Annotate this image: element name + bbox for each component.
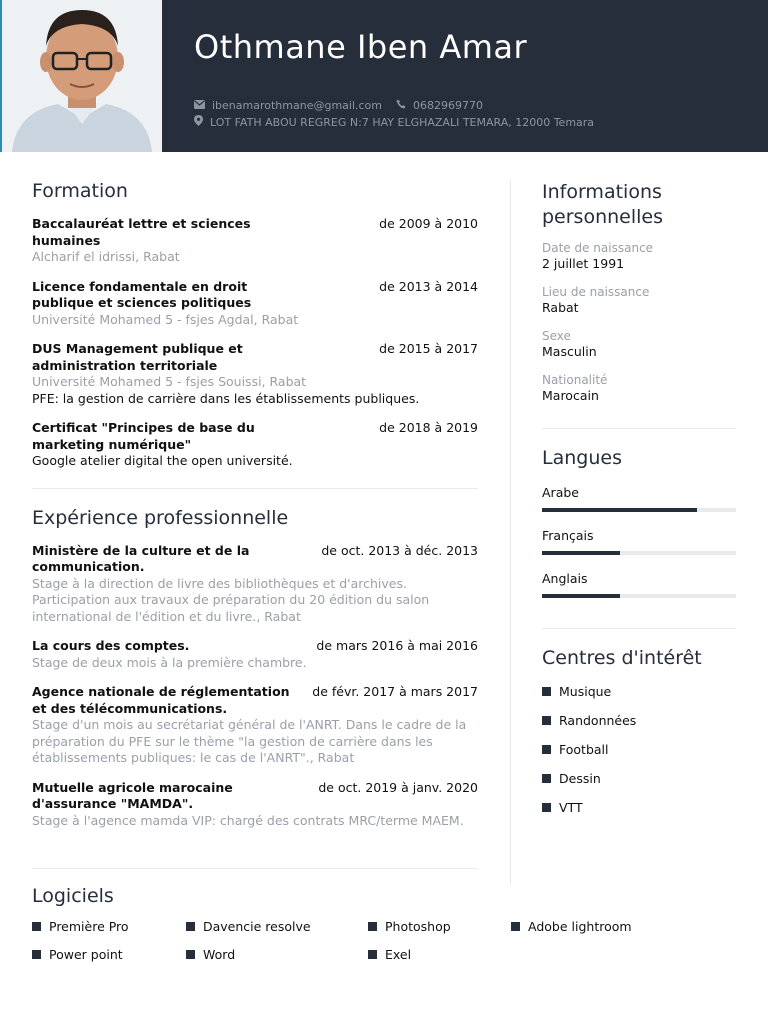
experience-entry-date: de mars 2016 à mai 2016	[316, 638, 478, 653]
interest-label: Randonnées	[559, 713, 637, 728]
software-label: Power point	[49, 947, 123, 962]
formation-entry-title: Baccalauréat lettre et sciences humaines	[32, 216, 251, 248]
interest-item	[542, 706, 736, 735]
candidate-name: Othmane Iben Amar	[194, 28, 528, 66]
formation-entry-school: Université Mohamed 5 - fsjes Souissi, Rabat	[32, 374, 307, 389]
personal-field-value: Masculin	[542, 344, 597, 359]
section-divider	[32, 868, 478, 869]
personal-field-label: Lieu de naissance	[542, 285, 650, 299]
location-pin-icon	[194, 115, 203, 129]
personal-field-label: Sexe	[542, 329, 571, 343]
software-section	[32, 880, 752, 962]
experience-title: Expérience professionnelle	[32, 506, 289, 529]
phone-text[interactable]: 0682969770	[413, 99, 484, 112]
header	[162, 0, 768, 152]
language-level-bar	[542, 508, 736, 512]
formation-entry-title: DUS Management publique et administration territoriale	[32, 341, 243, 373]
formation-entry-title: Licence fondamentale en droit publique et sciences politiques	[32, 278, 252, 310]
software-item	[511, 919, 711, 934]
formation-entry	[32, 420, 478, 470]
phone-icon	[396, 99, 406, 112]
interest-label: Dessin	[559, 771, 601, 786]
languages-title: Langues	[542, 447, 622, 469]
personal-field	[542, 240, 736, 272]
software-label: Davencie resolve	[203, 919, 311, 934]
language-level-bar	[542, 551, 736, 555]
square-bullet-icon	[186, 922, 195, 931]
formation-entry	[32, 341, 478, 407]
personal-info-title: Informations personnelles	[542, 181, 664, 228]
address-text: LOT FATH ABOU REGREG N:7 HAY ELGHAZALI TEMARA, 12000 Temara	[210, 115, 595, 129]
experience-entry	[32, 543, 478, 626]
experience-entry	[32, 684, 478, 767]
formation-entry-date: de 2018 à 2019	[379, 420, 478, 435]
language-level-fill	[542, 594, 620, 598]
software-label: Adobe lightroom	[528, 919, 632, 934]
language-level-bar	[542, 594, 736, 598]
personal-field-label: Date de naissance	[542, 241, 654, 255]
square-bullet-icon	[542, 687, 551, 696]
interest-item	[542, 793, 736, 822]
experience-entry-title: Ministère de la culture et de la communication.	[32, 542, 250, 574]
square-bullet-icon	[542, 803, 551, 812]
experience-entry-description: Stage d'un mois au secrétariat général de l'ANRT. Dans le cadre de la préparation du PFE sur le thème "la gestion de carrière dans les établissements publiques: le cas de l'ANRT"., Rabat	[32, 717, 467, 765]
interest-label: Musique	[559, 684, 612, 699]
square-bullet-icon	[542, 745, 551, 754]
language-item	[542, 528, 736, 555]
profile-portrait	[2, 0, 162, 152]
language-item	[542, 485, 736, 512]
personal-field-label: Nationalité	[542, 373, 608, 387]
side-column	[542, 180, 736, 822]
experience-entry-title: Agence nationale de réglementation et des télécommunications.	[32, 684, 290, 716]
interest-label: Football	[559, 742, 609, 757]
square-bullet-icon	[542, 774, 551, 783]
language-name: Anglais	[542, 571, 588, 586]
interests-title: Centres d'intérêt	[542, 647, 702, 669]
interest-item	[542, 735, 736, 764]
experience-entry-date: de févr. 2017 à mars 2017	[312, 684, 478, 699]
formation-entry-school: Université Mohamed 5 - fsjes Agdal, Rabat	[32, 311, 299, 327]
formation-entry	[32, 216, 478, 266]
formation-entry-date: de 2009 à 2010	[379, 216, 478, 231]
software-label: Exel	[385, 947, 412, 962]
profile-photo	[0, 0, 162, 152]
software-item	[368, 919, 511, 934]
personal-field-value: 2 juillet 1991	[542, 256, 625, 271]
interest-label: VTT	[559, 800, 583, 815]
personal-field	[542, 328, 736, 360]
software-item	[186, 947, 368, 962]
interests-list	[542, 677, 736, 822]
software-label: Première Pro	[49, 919, 129, 934]
square-bullet-icon	[542, 716, 551, 725]
experience-entry-description: Stage de deux mois à la première chambre.	[32, 654, 307, 670]
formation-entry-date: de 2013 à 2014	[379, 278, 478, 294]
column-divider	[510, 180, 511, 885]
formation-title: Formation	[32, 180, 128, 202]
section-divider	[542, 428, 736, 429]
language-name: Arabe	[542, 485, 579, 500]
experience-entry-date: de oct. 2019 à janv. 2020	[318, 779, 478, 795]
personal-field-value: Marocain	[542, 388, 599, 403]
personal-field	[542, 372, 736, 404]
square-bullet-icon	[368, 922, 377, 931]
interest-item	[542, 677, 736, 706]
software-list	[32, 919, 752, 962]
square-bullet-icon	[32, 950, 41, 959]
interest-item	[542, 764, 736, 793]
personal-field	[542, 284, 736, 316]
address-line	[194, 115, 594, 129]
software-item	[32, 919, 186, 934]
experience-entry-title: Mutuelle agricole marocaine d'assurance "MAMDA".	[32, 779, 233, 811]
contact-line	[194, 99, 483, 112]
language-name: Français	[542, 528, 594, 543]
software-item	[32, 947, 186, 962]
square-bullet-icon	[186, 950, 195, 959]
software-label: Photoshop	[385, 919, 451, 934]
personal-field-value: Rabat	[542, 300, 579, 315]
square-bullet-icon	[32, 922, 41, 931]
email-text[interactable]: ibenamarothmane@gmail.com	[212, 99, 383, 112]
language-level-fill	[542, 551, 620, 555]
main-column	[32, 180, 478, 842]
experience-entry	[32, 780, 478, 830]
software-label: Word	[203, 947, 236, 962]
experience-entry-title: La cours des comptes.	[32, 638, 190, 653]
formation-entry-school: Alcharif el idrissi, Rabat	[32, 249, 180, 264]
square-bullet-icon	[368, 950, 377, 959]
experience-entry-description: Stage à l'agence mamda VIP: chargé des contrats MRC/terme MAEM.	[32, 812, 464, 828]
software-item	[368, 947, 511, 962]
formation-entry-date: de 2015 à 2017	[379, 341, 478, 356]
software-item	[186, 919, 368, 934]
section-divider	[542, 628, 736, 629]
formation-entry-description: Google atelier digital the open université.	[32, 453, 293, 468]
software-title: Logiciels	[32, 885, 114, 907]
section-divider	[32, 488, 478, 489]
experience-entry	[32, 638, 478, 671]
square-bullet-icon	[511, 922, 520, 931]
language-level-fill	[542, 508, 697, 512]
experience-entry-description: Stage à la direction de livre des bibliothèques et d'archives. Participation aux travaux de préparation du 20 édition du salon international de l'édition et du livre., Rabat	[32, 575, 430, 624]
language-item	[542, 571, 736, 598]
mail-icon	[194, 99, 205, 112]
formation-entry-description: PFE: la gestion de carrière dans les établissements publiques.	[32, 390, 420, 406]
formation-entry-title: Certificat "Principes de base du marketing numérique"	[32, 420, 255, 452]
formation-entry	[32, 279, 478, 329]
experience-entry-date: de oct. 2013 à déc. 2013	[321, 542, 478, 558]
